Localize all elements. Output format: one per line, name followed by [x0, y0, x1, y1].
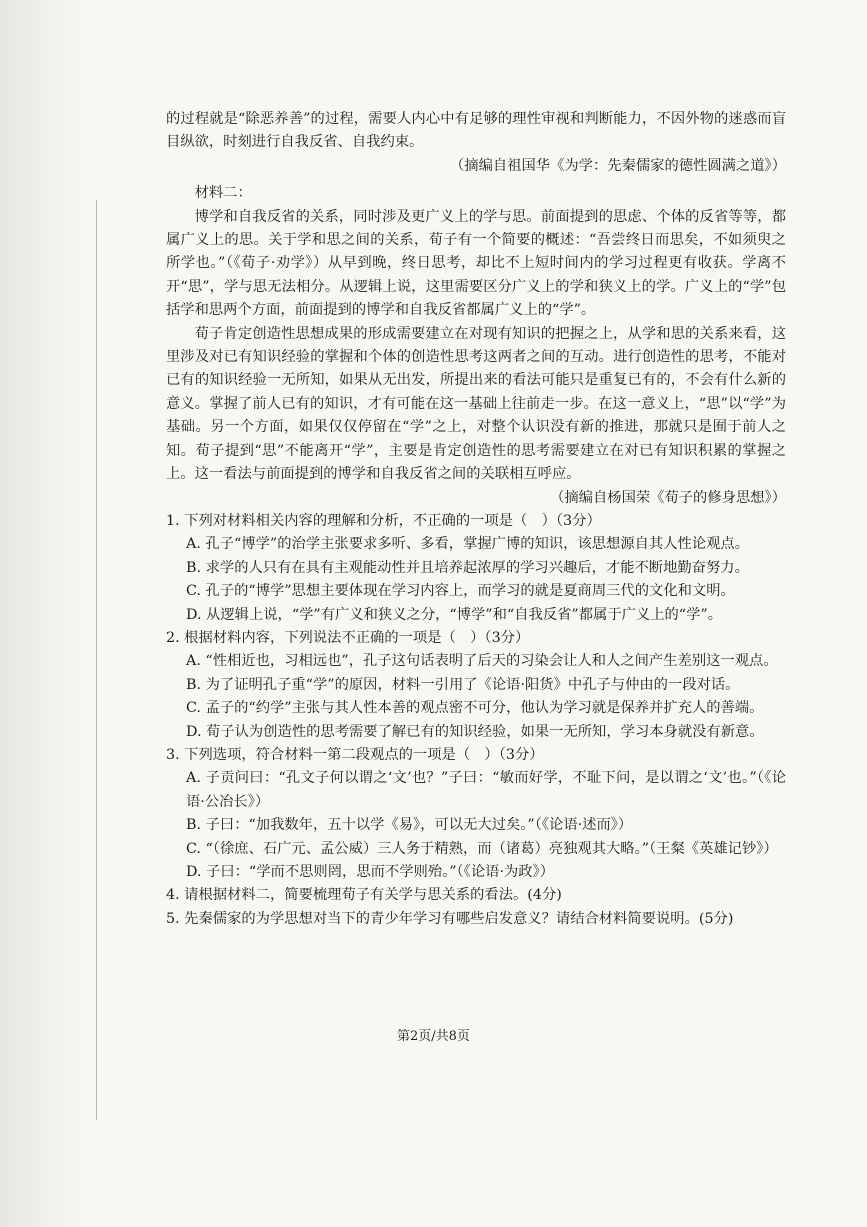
option-a: A. “性相近也，习相远也”，孔子这句话表明了后天的习染会让人和人之间产生差别这一观点。: [186, 653, 778, 670]
material1-source: （摘编自祖国华《为学：先秦儒家的德性圆满之道》）: [450, 157, 786, 174]
material2-source: （摘编自杨国荣《荀子的修身思想》）: [550, 489, 786, 506]
option-c: C. “（徐庶、石广元、孟公威）三人务于精熟，而（诸葛）亮独观其大略。”（王粲《英雄记钞》）: [186, 840, 778, 857]
option-d: D. 从逻辑上说，“学”有广义和狭义之分，“博学”和“自我反省”都属于广义上的“学”。: [186, 606, 723, 623]
question-stem: 2. 根据材料内容，下列说法不正确的一项是（ ）（3分）: [166, 629, 530, 646]
option-d: D. 子曰：“学而不思则罔，思而不学则殆。”（《论语·为政》）: [186, 864, 555, 880]
page-content: [166, 108, 786, 931]
question-3: [166, 744, 786, 884]
option-c: C. 孟子的“约学”主张与其人性本善的观点密不可分，他认为学习就是保养并扩充人的善端。: [186, 700, 764, 717]
question-4: 4. 请根据材料二，简要梳理荀子有关学与思关系的看法。(4分): [166, 887, 562, 904]
option-a: A. 孔子“博学”的治学主张要求多听、多看，掌握广博的知识，该思想源自其人性论观点。: [186, 536, 750, 553]
option-b: B. 子曰：“加我数年，五十以学《易》，可以无大过矣。”（《论语·述而》）: [186, 817, 633, 834]
option-d: D. 荀子认为创造性的思考需要了解已有的知识经验，如果一无所知，学习本身就没有新意。: [186, 723, 764, 740]
option-b: B. 为了证明孔子重“学”的原因，材料一引用了《论语·阳货》中孔子与仲由的一段对话。: [186, 676, 740, 693]
material1-tail: 的过程就是“除恶养善”的过程，需要人内心中有足够的理性审视和判断能力，不因外物的迷惑而盲目纵欲，时刻进行自我反省、自我约束。: [166, 111, 786, 151]
binding-line: [96, 200, 97, 1120]
question-1: [166, 510, 786, 627]
option-b: B. 求学的人只有在具有主观能动性并且培养起浓厚的学习兴趣后，才能不断地勤奋努力。: [186, 559, 749, 576]
material2-paragraph-1: 博学和自我反省的关系，同时涉及更广义上的学与思。前面提到的思虑、个体的反省等等，都属广义上的思。关于学和思之间的关系，荀子有一个简要的概述：“吾尝终日而思矣，不如须臾之所学也。”（《荀子·劝学》）从早到晚，终日思考，却比不上短时间内的学习过程更有收获。学离不开“思”，学与思无法相分。从逻辑上说，这里需要区分广义上的学和狭义上的学。广义上的“学”包括学和思两个方面，前面提到的博学和自我反省都属广义上的“学”。: [166, 208, 786, 319]
question-stem: 1. 下列对材料相关内容的理解和分析，不正确的一项是（ ）（3分）: [166, 512, 601, 529]
question-5: 5. 先秦儒家的为学思想对当下的青少年学习有哪些启发意义？请结合材料简要说明。(5分): [166, 910, 734, 927]
material2-paragraph-2: 荀子肯定创造性思想成果的形成需要建立在对现有知识的把握之上，从学和思的关系来看，这里涉及对已有知识经验的掌握和个体的创造性思考这两者之间的互动。进行创造性的思考，不能对已有的知识经验一无所知，如果从无出发，所提出来的看法可能只是重复已有的，不会有什么新的意义。掌握了前人已有的知识，才有可能在这一基础上往前走一步。在这一意义上，“思”以“学”为基础。另一个方面，如果仅仅停留在“学”之上，对整个认识没有新的推进，那就只是囿于前人之知。荀子提到“思”不能离开“学”，主要是肯定创造性的思考需要建立在对已有知识积累的掌握之上。这一看法与前面提到的博学和自我反省之间的关联相互呼应。: [166, 325, 786, 483]
option-c: C. 孔子的“博学”思想主要体现在学习内容上，而学习的就是夏商周三代的文化和文明。: [186, 583, 735, 600]
question-stem: 3. 下列选项，符合材料一第二段观点的一项是（ ）（3分）: [166, 746, 544, 763]
question-2: [166, 627, 786, 744]
page-number: 第2页/共8页: [397, 1029, 470, 1044]
material2-heading: 材料二：: [194, 185, 252, 202]
option-a: A. 子贡问曰：“孔文子何以谓之‘文’也？”子曰：“敏而好学，不耻下问，是以谓之‘文’也。”（《论语·公冶长》）: [186, 770, 786, 810]
